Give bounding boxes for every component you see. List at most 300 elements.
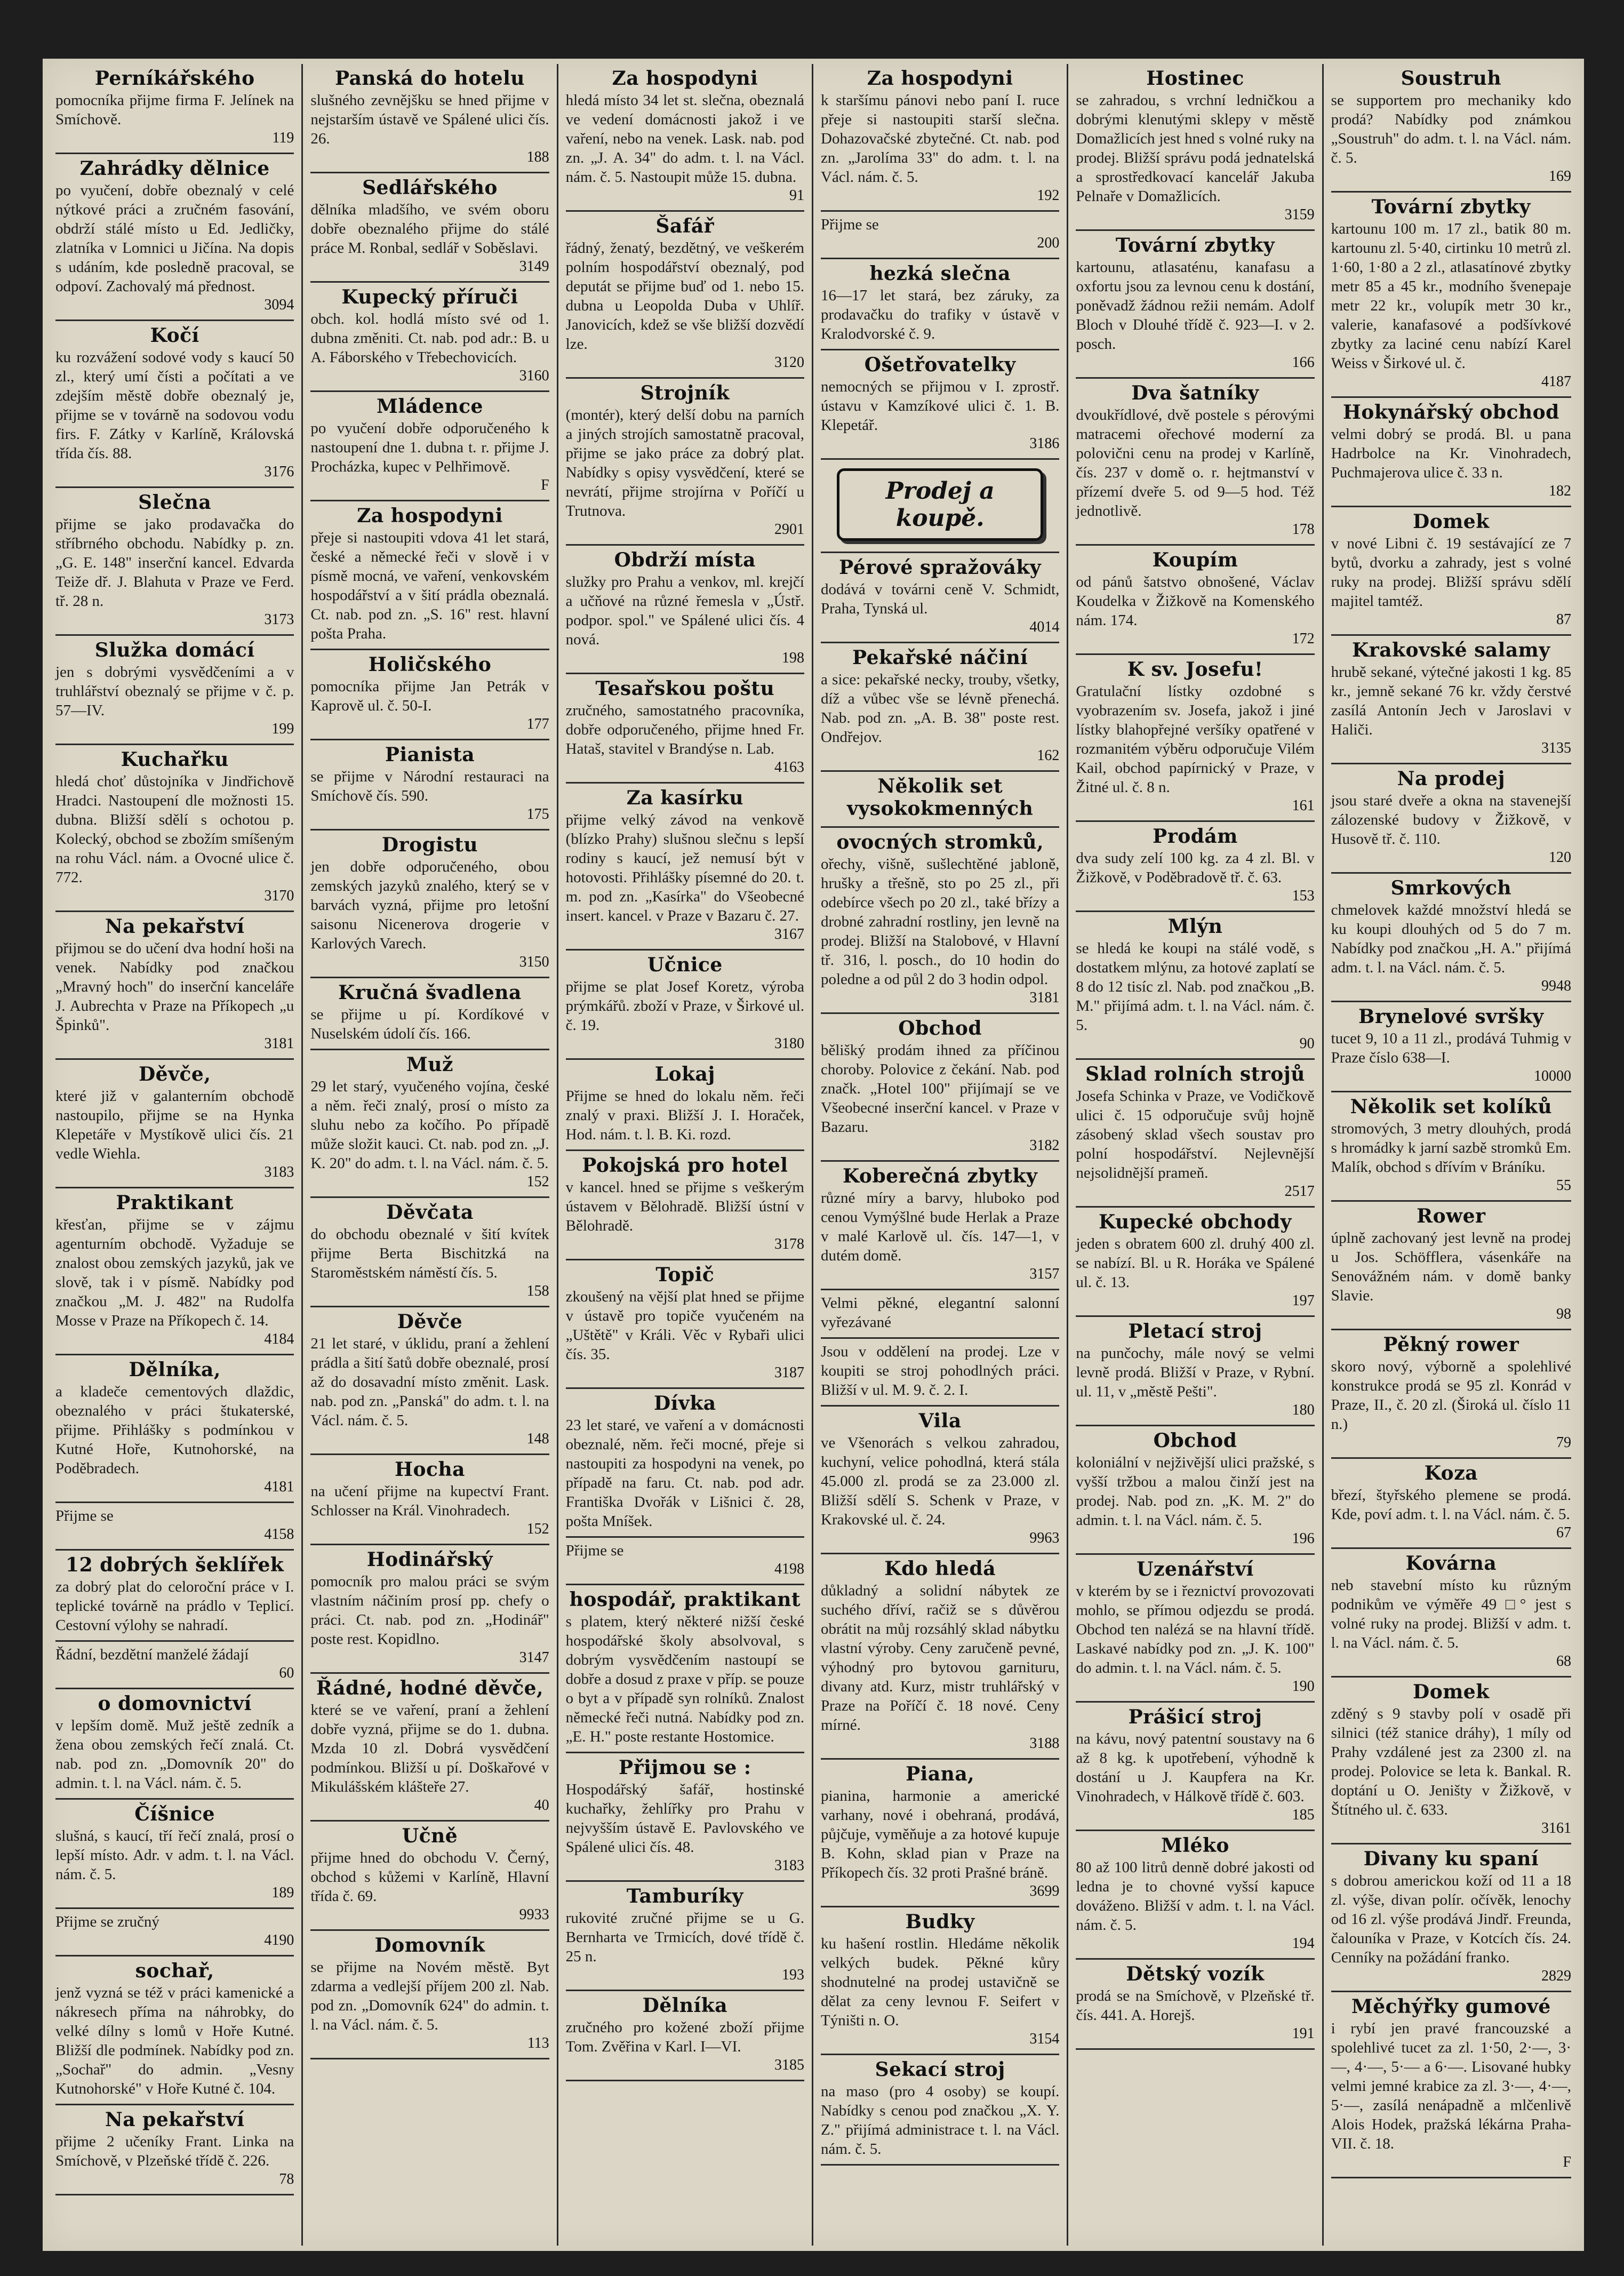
ad-heading: Sklad rolních strojů <box>1085 1063 1305 1085</box>
classified-ad <box>1331 1992 1571 2178</box>
ad-number: 87 <box>1556 611 1571 628</box>
ad-heading: Kručná švadlena <box>338 981 522 1004</box>
ad-body: hledá místo 34 let st. slečna, obeznalá ve vedení domácnosti jakož i ve vaření, nebo na venek. Lask. nab. pod zn. „J. A. 34" do adm. t. l. na Václ. nám. č. 5. Nastoupit může 15. dubna. <box>565 92 804 186</box>
ad-body: pomocníka přijme Jan Petrák v Kaprově ul. č. 50-I. <box>310 678 549 714</box>
classified-ad <box>310 392 549 501</box>
classified-ad <box>55 1800 294 1909</box>
ad-heading: Kupecké obchody <box>1099 1211 1292 1233</box>
classified-ad <box>1331 64 1571 193</box>
ad-number: 194 <box>1292 1935 1315 1952</box>
ad-body: obch. kol. hodlá místo své od 1. dubna změniti. Ct. nab. pod adr.: B. u A. Fáborského v Třebechovicích. <box>310 310 549 366</box>
ad-number: 3170 <box>264 888 294 904</box>
ad-number: 198 <box>782 650 804 666</box>
ad-body: Jsou v oddělení na prodej. Lze v koupiti se stroj pohodlných práci. Bližší v ul. M. 9. č. 2. I. <box>821 1343 1060 1399</box>
ad-heading: Tesařskou poštu <box>595 677 775 700</box>
ad-number: 3094 <box>264 297 294 313</box>
ad-number: 40 <box>534 1797 549 1814</box>
ad-body: jsou staré dveře a okna na stavenejší zálozenské budovy v Žižkově, v Husově tř. č. 110. <box>1331 792 1571 848</box>
ad-number: 166 <box>1292 354 1315 371</box>
classified-ad <box>55 1503 294 1551</box>
ad-heading: Obchod <box>1153 1430 1237 1452</box>
ad-body: 80 až 100 litrů denně dobré jakosti od ledna je to chovné vyšsí kapuce dováženo. Bližší v adm. t. l. na Václ. nám. č. 5. <box>1076 1859 1315 1934</box>
ad-number: 199 <box>271 721 294 737</box>
ad-heading: Kdo hledá <box>884 1558 996 1580</box>
ad-heading: Dětský vozík <box>1126 1963 1265 1985</box>
ad-heading: Smrkových <box>1390 877 1512 899</box>
classified-ad <box>55 488 294 636</box>
ad-number: 152 <box>526 1521 549 1537</box>
classified-ad <box>55 636 294 745</box>
ad-number: 4158 <box>264 1526 294 1543</box>
classified-ad <box>1076 379 1314 546</box>
ad-body: se přijme na Novém městě. Byt zdarma a vedlejší příjem 200 zl. Nab. pod zn. „Domovník 624" do admin. t. l. na Václ. nám. č. 5. <box>310 1959 549 2033</box>
ad-heading: Topič <box>655 1264 715 1286</box>
classified-ad <box>310 830 549 978</box>
ad-body: prodá se na Smíchově, v Plzeňské tř. čís. 441. A. Horejš. <box>1076 1987 1315 2024</box>
ad-body: 16—17 let stará, bez záruky, za prodavačku do trafiky v ústavě v Kralodvorské č. 9. <box>821 287 1060 342</box>
ad-body: 23 let staré, ve vaření a v domácnosti obeznalé, něm. řeči mocné, přeje si nastoupiti za hospodyni na venek, po případě na faru. Ct. nab. pod adr. Františka Dvořák v Lišnici č. 28, pošta Mníšek. <box>565 1417 804 1530</box>
classified-ad <box>310 1931 549 2059</box>
classified-ad <box>1076 912 1314 1060</box>
classified-ad <box>1076 1317 1314 1426</box>
ad-number: 192 <box>1037 187 1060 204</box>
ad-heading: Praktikant <box>116 1192 234 1214</box>
ad-body: velmi dobrý se prodá. Bl. u pana Hadrbolce na Kr. Vinohradech, Puchmajerova ulice č. 33 n. <box>1331 426 1571 481</box>
ad-number: 3180 <box>774 1035 804 1052</box>
ad-number: 152 <box>526 1173 549 1190</box>
ad-body: nemocných se přijmou v I. zprostř. ústavu v Kamzíkové ulici č. 1. B. Klepetář. <box>821 378 1060 434</box>
classified-ad <box>310 1455 549 1545</box>
ad-heading: Na prodej <box>1397 768 1506 790</box>
classified-ad <box>821 350 1059 460</box>
ad-column-5 <box>1068 64 1323 2246</box>
ad-body: po vyučení dobře odporučeného k nastoupení dne 1. dubna t. r. přijme J. Procházka, kupec v Pelhřimově. <box>310 420 549 475</box>
classified-ad <box>566 784 804 951</box>
ad-number: 3147 <box>519 1649 549 1666</box>
ad-number: 55 <box>1556 1177 1571 1194</box>
ad-body: Přijme se <box>565 1542 624 1559</box>
ad-heading: Uzenářství <box>1137 1558 1254 1580</box>
ad-body: zděný s 9 stavby polí v osadě při silnici (též stanice dráhy), 1 míly od Prahy vzdálené jest za 2300 zl. na prodej. Polovice se leta k. Bankal. R. doptání u O. Jeništy v Žižkově, v Štítného ul. č. 633. <box>1331 1705 1571 1818</box>
ad-number: 197 <box>1292 1292 1315 1309</box>
classified-ad <box>566 1060 804 1151</box>
ad-heading: Řádné, hodné děvče, <box>316 1677 544 1699</box>
classified-ad <box>55 1188 294 1355</box>
ad-body: do obchodu obeznalé v šití kvítek přijme Berta Bischitzká na Staroměstském náměstí čís. 5. <box>310 1226 549 1281</box>
ad-body: k staršímu pánovi nebo paní I. ruce přeje si nastoupiti starší slečna. Dohazovačské zbytečné. Ct. nab. pod zn. „Jarolíma 33" do adm. t. l. na Václ. nám. č. 5. <box>821 92 1060 186</box>
classified-ad <box>55 1956 294 2105</box>
ad-body: od pánů šatstvo obnošené, Václav Koudelka v Žižkově na Komenského nám. 174. <box>1076 573 1315 629</box>
ad-body: jen s dobrými vysvědčeními a v truhlářství obeznalý se přijme v č. p. 57—IV. <box>55 664 294 719</box>
ad-body: hrubě sekané, výtečné jakosti 1 kg. 85 kr., jemně sekané 76 kr. vždy čerstvé zasílá Antonín Jech v Jaroslavi v Haliči. <box>1331 664 1571 738</box>
ad-heading: sochař, <box>135 1960 214 1982</box>
ad-number: 3150 <box>519 954 549 970</box>
classified-ad <box>1076 231 1314 379</box>
ad-number: 188 <box>526 149 549 165</box>
ad-number: 180 <box>1292 1402 1315 1418</box>
ad-number: 3186 <box>1029 435 1060 452</box>
ad-body: neb stavební místo ku různým podnikům ve výměře 49 □° jest s volné ruky na prodej. Bližší v adm. t. l. na Václ. nám. č. 5. <box>1331 1577 1571 1651</box>
ad-number: 78 <box>279 2171 294 2187</box>
ad-number: 158 <box>526 1283 549 1299</box>
ad-heading: Děvčata <box>386 1201 474 1224</box>
classified-ad <box>1331 1549 1571 1678</box>
ad-heading: Pěkný rower <box>1383 1333 1519 1356</box>
ad-body: se přijme u pí. Kordíkové v Nuselském údolí čís. 166. <box>310 1006 549 1042</box>
classified-ad <box>566 64 804 212</box>
ad-body: s platem, který některé nižší české hospodářské školy absolvoval, s dobrým vysvědčením nastoupí se dobře a dosud z praxe v příp. se pouze o byt a v případě syn rolníků. Znalost německé řeči nutná. Nabídky pod zn. „E. H." poste restante Hostomice. <box>565 1613 804 1745</box>
classified-ad <box>821 1760 1059 1907</box>
classified-ad <box>566 1991 804 2081</box>
ad-number: 3182 <box>1029 1137 1060 1154</box>
classified-ad <box>310 173 549 283</box>
classified-ad <box>55 745 294 912</box>
ad-heading: Měchýřky gumové <box>1351 1995 1551 2018</box>
ad-body: koloniální v nejživější ulici pražské, s vyšší tržbou a malou činží jest na prodej. Nab. pod zn. „K. M. 2" do admin. t. l. na Václ. nám. č. 5. <box>1076 1454 1315 1529</box>
ad-number: 60 <box>279 1665 294 1681</box>
ad-number: 3173 <box>264 611 294 628</box>
classified-ad <box>1076 1960 1314 2050</box>
ad-number: 3183 <box>264 1164 294 1180</box>
ad-number: 3167 <box>774 926 804 943</box>
classified-ad <box>55 1642 294 1689</box>
ad-number: 3699 <box>1029 1883 1060 1899</box>
ad-number: 79 <box>1556 1434 1571 1451</box>
ad-body: přijme hned do obchodu V. Černý, obchod s kůžemi v Karlíně, Hlavní třída č. 69. <box>310 1849 549 1905</box>
ad-heading: Několik set vysokokmenných <box>846 775 1034 820</box>
classified-ad <box>310 1822 549 1931</box>
ad-heading: Hodinářský <box>366 1548 493 1571</box>
ad-heading: Tovární zbytky <box>1115 234 1275 257</box>
classified-ad <box>55 1909 294 1956</box>
ad-body: služky pro Prahu a venkov, ml. krejčí a učňové na různé řemesla v „Ústř. podpor. spol." ve Spálené ulici čís. 4 nová. <box>565 573 804 648</box>
ad-heading: K sv. Josefu! <box>1127 658 1263 681</box>
ad-heading: Hokynářský obchod <box>1342 401 1559 424</box>
ad-heading: Drogistu <box>381 834 478 856</box>
ad-number: 3161 <box>1541 1820 1571 1836</box>
ad-heading: Panská do hotelu <box>335 67 525 90</box>
ad-number: 113 <box>527 2035 549 2051</box>
classified-ad <box>566 1882 804 1991</box>
ad-number: 3160 <box>519 368 549 384</box>
ad-body: důkladný a solidní nábytek ze suchého dříví, račiž se s důvěrou obrátit na můj rozsáhlý sklad nábytku vlastní výroby. Ceny zaručeně pevné, výhodný pro bytovou garnituru, divany atd. Kurz, mistr truhlářský v Praze na Poříčí č. 18 nové. Ceny mírné. <box>821 1582 1060 1734</box>
ad-number: 90 <box>1299 1035 1315 1052</box>
ad-heading: Pletací stroj <box>1128 1320 1262 1343</box>
ad-number: 3181 <box>1029 989 1060 1006</box>
classified-ad <box>821 1554 1059 1760</box>
classified-ad <box>55 1551 294 1642</box>
ad-heading: Dva šatníky <box>1131 382 1259 404</box>
classified-ad <box>821 1290 1059 1339</box>
classified-ad <box>1076 822 1314 912</box>
ad-body: na maso (pro 4 osoby) se koupí. Nabídky s cenou pod značkou „X. Y. Z." přijímá administrace t. l. na Václ. nám. č. 5. <box>821 2083 1060 2158</box>
classified-ad <box>310 1198 549 1307</box>
ad-heading: Dělníka, <box>129 1359 221 1381</box>
ad-heading: Prodám <box>1153 825 1238 848</box>
classified-ad <box>566 1389 804 1538</box>
ad-heading: Učně <box>402 1825 458 1847</box>
classified-ad <box>566 1260 804 1389</box>
classified-ad <box>1331 1202 1571 1330</box>
ad-number: 3188 <box>1029 1735 1060 1752</box>
classified-ad <box>1331 874 1571 1002</box>
classified-ad <box>821 460 1059 553</box>
classified-ad <box>310 740 549 830</box>
classified-ad <box>821 1014 1059 1162</box>
ad-body: které již v galanterním obchodě nastoupilo, přijme se na Hynka Klepetáře v Mystíkově ulici čís. 21 vedle Wiehla. <box>55 1088 294 1162</box>
ad-heading: Mládence <box>377 395 483 418</box>
ad-body: jenž vyzná se též v práci kamenické a nákresech příma na náhrobky, do velké dílny s lomů v Hoře Kutné. Bližší dle podmínek. Nabídky pod zn. „Sochař" do admin. „Vesny Kutnohorské" v Hoře Kutné č. 104. <box>55 1984 294 2097</box>
ad-body: 29 let starý, vyučeného vojína, české a něm. řeči znalý, prosí o místo za sluhu nebo za kočího. Po případě může složit kauci. Ct. nab. pod zn. „J. K. 20" do adm. t. l. na Václ. nám. č. 5. <box>310 1078 549 1172</box>
ad-number: 3120 <box>774 354 804 371</box>
ad-body: Velmi pěkné, elegantní salonní vyřezávané <box>821 1295 1060 1331</box>
classified-ad <box>566 951 804 1060</box>
classified-ad <box>310 283 549 392</box>
ad-body: Přijme se zručný <box>55 1913 159 1930</box>
ad-heading: Mléko <box>1161 1834 1229 1857</box>
classified-ad <box>1331 764 1571 874</box>
ad-number: 185 <box>1292 1807 1315 1823</box>
ad-body: přeje si nastoupiti vdova 41 let stará, české a německé řeči v slově i v písmě mocná, ve vaření, venkovském hospodářství a v šití prádla obeznalá. Ct. nab. pod zn. „S. 16" rest. hlavní pošta Praha. <box>310 529 549 642</box>
ad-heading: Prášicí stroj <box>1128 1706 1262 1728</box>
ad-heading: Dělníka <box>642 1994 728 2017</box>
ad-number: 172 <box>1292 630 1315 647</box>
classified-ad <box>55 2105 294 2195</box>
ad-body: Přijme se hned do lokalu něm. řeči znalý v praxi. Bližší J. I. Horaček, Hod. nám. t. l. B. Ki. rozd. <box>565 1088 804 1143</box>
ad-number: F <box>1563 2154 1571 2170</box>
ad-number: 3157 <box>1029 1266 1060 1282</box>
ad-number: 2829 <box>1541 1968 1571 1984</box>
ad-heading: Rower <box>1417 1205 1486 1227</box>
ad-body: rukovité zručné přijme se u G. Bernharta ve Trmicích, dové třídě č. 25 n. <box>565 1910 804 1965</box>
classified-ad <box>566 1538 804 1585</box>
classified-ad <box>310 1307 549 1455</box>
ad-number: 9933 <box>519 1906 549 1923</box>
ad-number: 120 <box>1549 849 1571 866</box>
ad-heading: Číšnice <box>134 1803 215 1825</box>
ad-heading: Děvče, <box>138 1063 211 1085</box>
classified-ad <box>566 379 804 546</box>
ad-number: 68 <box>1556 1653 1571 1670</box>
ad-number: 169 <box>1549 168 1571 185</box>
classified-ad <box>1331 636 1571 764</box>
ad-body: kartounu 100 m. 17 zl., batik 80 m. kartounu zl. 5·40, cirtinku 10 metrů zl. 1·60, 1·80 a 2 zl., atlasatínové zbytky metr 85 a 45 kr., modního švenepaje metr 22 kr., volupík metr 30 kr., valerie, kanafasové a podšívkové zbytky za laciné cenu nabízí Karel Weiss v Širkové ul. č. <box>1331 220 1571 372</box>
ad-body: hledá choť důstojníka v Jindřichově Hradci. Nastoupení dle možnosti 15. dubna. Bližší sdělí s ochotou p. Kolecký, obchod se zbožím smíšeným na rohu Václ. nám. a Ovocné ulice č. 772. <box>55 773 294 886</box>
ad-body: pianina, harmonie a americké varhany, nové i obehraná, prodává, půjčuje, vyměňuje a za hotové kupuje B. Kohn, sklad pian v Praze na Příkopech čís. 32 proti Prašné bráně. <box>821 1787 1060 1881</box>
ad-body: přijme 2 učeníky Frant. Linka na Smíchově, v Plzeňské třídě č. 226. <box>55 2133 294 2169</box>
ad-heading: Za hospodyni <box>612 67 758 90</box>
ad-body: Josefa Schinka v Praze, ve Vodičkově ulici č. 15 odporučuje svůj hojně zásobený sklad všech soustav pro polní hospodářství. Nejlevnější nejsolidnější prameň. <box>1076 1088 1315 1181</box>
classified-ad <box>821 64 1059 212</box>
ad-number: 4187 <box>1541 373 1571 390</box>
ad-heading: Strojník <box>640 382 730 404</box>
ad-heading: Divany ku spaní <box>1363 1848 1539 1870</box>
classified-ad <box>1331 398 1571 507</box>
ad-body: v nové Libni č. 19 sestávající ze 7 bytů, dvorku a zahrady, jest s volné ruky na prodej. Bližší správu sdělí majitel tamtéž. <box>1331 535 1571 610</box>
classified-ad <box>1076 655 1314 822</box>
ad-body: se zahradou, s vrchní ledničkou a dobrými klenutými sklepy v městě Domažlicích jest hned s volné ruky na prodej. Bližší správu podá jednatelská a sprostředkovací kancelář Jakuba Pelnaře v Domažlicích. <box>1076 92 1315 205</box>
classified-ad <box>310 1050 549 1198</box>
ad-heading: Holičského <box>368 653 492 676</box>
section-banner: Prodej a koupě. <box>837 468 1043 541</box>
classified-ad <box>310 1674 549 1822</box>
classified-ad <box>1331 1092 1571 1202</box>
ad-number: 4198 <box>774 1561 804 1577</box>
ad-heading: Ošetřovatelky <box>864 354 1016 376</box>
classified-ad <box>566 1151 804 1260</box>
ad-heading: Kočí <box>150 324 199 347</box>
ad-heading: Za hospodyni <box>357 505 503 527</box>
ad-number: 2901 <box>774 521 804 538</box>
ad-number: 3183 <box>774 1857 804 1874</box>
ad-body: v kancel. hned se přijme s veškerým ústavem v Bělohradě. Bližší ústní v Bělohradě. <box>565 1179 804 1234</box>
ad-heading: Sedlářského <box>362 177 498 199</box>
ad-number: 178 <box>1292 521 1315 538</box>
ad-body: 21 let staré, v úklidu, praní a žehlení prádla a šití šatů dobře obeznalé, prosí až do dosavadní místo změnit. Lask. nab. pod zn. „Panská" do adm. t. l. na Václ. nám. č. 5. <box>310 1335 549 1429</box>
classified-ad <box>821 828 1059 1014</box>
ad-heading: Obchod <box>898 1017 982 1040</box>
ad-heading: Pokojská pro hotel <box>582 1154 788 1177</box>
ad-heading: hospodář, praktikant <box>569 1588 801 1611</box>
ad-number: 189 <box>271 1884 294 1901</box>
ad-heading: Služka domácí <box>94 639 255 661</box>
ad-body: křesťan, přijme se v zájmu agenturním obchodě. Vyžaduje se znalost obou zemských jazyků, jak ve slově, tak i v písmě. Nabídky pod značkou „M. J. 482" na Rudolfa Mosse v Praze na Příkopech č. 14. <box>55 1216 294 1329</box>
ad-heading: Na pekařství <box>105 915 245 938</box>
classified-ad <box>1076 546 1314 655</box>
ad-number: 161 <box>1292 797 1315 814</box>
ad-heading: Perníkářského <box>94 67 255 90</box>
ad-body: Přijme se <box>821 216 879 233</box>
ad-number: F <box>541 477 549 493</box>
ad-heading: Lokaj <box>654 1063 715 1085</box>
ad-body: dělníka mladšího, ve svém oboru dobře obeznalého přijme do stálé práce M. Ronbal, sedlář v Soběslavi. <box>310 201 549 257</box>
ad-heading: Hocha <box>395 1458 465 1481</box>
ad-number: 9948 <box>1541 978 1571 994</box>
ad-number: 98 <box>1556 1306 1571 1322</box>
ad-heading: hezká slečna <box>869 262 1011 285</box>
ad-number: 4014 <box>1029 619 1060 635</box>
classified-ad <box>821 1162 1059 1290</box>
ad-number: 3135 <box>1541 740 1571 756</box>
classified-ad <box>566 212 804 379</box>
ad-number: 3185 <box>774 2057 804 2073</box>
ad-heading: o domovnictví <box>98 1692 252 1715</box>
ad-number: 10000 <box>1534 1068 1571 1084</box>
ad-body: Gratulační lístky ozdobné s vyobrazením sv. Josefa, jakož i jiné lístky blahopřejné veršíky opatřené v rozmanitém výběru odporučuje Vilém Kail, obchod papírnický v Praze, v Žitné ul. č. 8 n. <box>1076 683 1315 796</box>
ad-number: 4163 <box>774 759 804 776</box>
ad-number: 162 <box>1037 747 1060 764</box>
ad-heading: Na pekařství <box>105 2109 245 2131</box>
ad-body: přijme se jako prodavačka do stříbrného obchodu. Nabídky p. zn. „G. E. 148" inserční kancel. Edvarda Teiže dř. J. Blahuta v Praze ve Ferd. tř. 28 n. <box>55 516 294 610</box>
classified-columns <box>48 64 1579 2246</box>
classified-ad <box>55 1060 294 1188</box>
classified-ad <box>310 1545 549 1674</box>
ad-number: 148 <box>526 1431 549 1447</box>
classified-ad <box>55 1689 294 1800</box>
ad-heading: Slečna <box>138 491 212 514</box>
ad-number: 3181 <box>264 1035 294 1052</box>
ad-body: pomocník pro malou práci se svým vlastním náčiním prosí pp. chefy o práci. Ct. nab. pod zn. „Hodinář" poste rest. Kopidlno. <box>310 1573 549 1648</box>
ad-heading: Domek <box>1412 1681 1490 1703</box>
ad-body: jeden s obratem 600 zl. druhý 400 zl. se nabízí. Bl. u R. Horáka ve Spálené ul. č. 13. <box>1076 1235 1315 1291</box>
classified-ad <box>566 1585 804 1753</box>
ad-heading: Domovník <box>374 1934 485 1956</box>
ad-number: 3154 <box>1029 2031 1060 2047</box>
classified-ad <box>821 212 1059 259</box>
classified-ad <box>566 546 804 674</box>
ad-number: 4190 <box>264 1932 294 1948</box>
ad-body: ořechy, višně, sušlechtěné jabloně, hrušky a třešně, sto po 25 zl., při odebírce všech po 20 zl., také břízy a drobné zahradní rostliny, jen levně na prodej. Bližší na Stalobové, v Hlavní tř. 316, l. posch., do 10 hodin do poledne a od půl 2 do 3 hodin odpol. <box>821 856 1060 988</box>
ad-number: 177 <box>526 716 549 732</box>
ad-number: 200 <box>1037 235 1060 251</box>
ad-body: březí, štyřského plemene se prodá. Kde, poví adm. t. l. na Václ. nám. č. 5. <box>1331 1487 1571 1523</box>
classified-ad <box>55 321 294 488</box>
ad-body: stromových, 3 metry dlouhých, prodá s hromádky k jarní sazbě stromků Em. Malík, obchod s dřívím v Bráníku. <box>1331 1120 1571 1176</box>
ad-heading: Učnice <box>647 954 723 976</box>
ad-body: na učení přijme na kupectví Frant. Schlosser na Král. Vinohradech. <box>310 1483 549 1519</box>
ad-heading: ovocných stromků, <box>836 831 1044 853</box>
ad-body: dvoukřídlové, dvě postele s pérovými matracemi ořechové moderní za polovični cenu na prodej v Karlíně, čís. 237 v domě o. r. hejtmanství v přízemí dveře 5. od 9—5 hod. Též jednotlivě. <box>1076 406 1315 520</box>
ad-body: se hledá ke koupi na stálé vodě, s dostatkem mlýnu, za hotové zaplatí se 8 do 12 tisíc zl. Nab. pod značkou „B. M." přijímá adm. t. l. na Václ. nám. č. 5. <box>1076 940 1315 1034</box>
ad-heading: Dívka <box>654 1392 716 1415</box>
ad-body: tucet 9, 10 a 11 zl., prodává Tuhmig v Praze číslo 638—I. <box>1331 1030 1571 1066</box>
classified-ad <box>1331 1678 1571 1844</box>
ad-number: 182 <box>1549 483 1571 499</box>
ad-body: a sice: pekařské necky, trouby, všetky, díž a vůbec vše se lévně přenechá. Nab. pod zn. „A. B. 38" poste rest. Ondřejov. <box>821 671 1060 746</box>
ad-body: přijme velký závod na venkově (blízko Prahy) slušnou slečnu s lepší rodiny s kaucí, jež nemusí být v hotovosti. Přihlášky písemné do 20. t. m. pod zn. „Kasírka" do Všeobecné insert. kancel. v Praze v Bazaru č. 27. <box>565 811 804 924</box>
classified-ad <box>1331 1330 1571 1459</box>
ad-body: zručného, samostatného pracovníka, dobře odporučeného, přijme hned Fr. Hataš, stavitel v Brandýse n. Lab. <box>565 702 804 757</box>
ad-body: Přijme se <box>55 1507 114 1524</box>
ad-number: 91 <box>789 187 804 204</box>
classified-ad <box>1331 1844 1571 1992</box>
ad-number: 190 <box>1292 1678 1315 1695</box>
ad-number: 119 <box>272 130 294 146</box>
ad-body: dva sudy zelí 100 kg. za 4 zl. Bl. v Žižkově, v Poděbradově tř. č. 63. <box>1076 850 1315 886</box>
ad-heading: Sekací stroj <box>875 2058 1005 2081</box>
ad-column-1 <box>48 64 303 2246</box>
ad-heading: Několik set kolíků <box>1350 1096 1552 1118</box>
ad-heading: Přijmou se : <box>619 1756 751 1779</box>
ad-body: pomocníka přijme firma F. Jelínek na Smíchově. <box>55 92 294 128</box>
ad-body: na punčochy, mále nový se velmi levně prodá. Bližší v Praze, v Rybní. ul. 11, v „městě Pešti". <box>1076 1345 1315 1400</box>
ad-body: úplně zachovaný jest levně na prodej u Jos. Schöfflera, vásenkáře na Senovážném nám. v domě banky Slavie. <box>1331 1229 1571 1304</box>
newspaper-page <box>43 59 1584 2251</box>
ad-heading: Muž <box>406 1053 453 1076</box>
ad-heading: Obdrží místa <box>614 549 756 571</box>
ad-number: 3187 <box>774 1364 804 1381</box>
ad-column-2 <box>303 64 558 2246</box>
ad-body: různé míry a barvy, hluboko pod cenou Vymýšlné bude Herlak a Praze v malé Karlově ul. čís. 147—1, v dutém domě. <box>821 1189 1060 1264</box>
ad-heading: Budky <box>905 1911 975 1933</box>
ad-number: 175 <box>526 806 549 822</box>
ad-heading: Pekařské náčiní <box>852 646 1028 669</box>
ad-heading: Pérové spražováky <box>839 556 1042 579</box>
classified-ad <box>1331 1002 1571 1092</box>
ad-heading: Tovární zbytky <box>1371 196 1531 218</box>
ad-heading: Zahrádky dělnice <box>79 157 270 180</box>
ad-number: 3178 <box>774 1236 804 1252</box>
classified-ad <box>1331 1459 1571 1549</box>
classified-ad <box>1076 1703 1314 1831</box>
ad-number: 153 <box>1292 888 1315 904</box>
ad-heading: Děvče <box>397 1311 463 1333</box>
ad-body: za dobrý plat do celoroční práce v I. teplické továrně na prádlo v Teplicí. Cestovní výlohy se nahradí. <box>55 1578 294 1634</box>
ad-body: Hospodářský šafář, hostinské kuchařky, žehlířky pro Prahu v nejvyšším ústavě E. Pavlovského ve Spálené ulici čís. 48. <box>565 1781 804 1856</box>
ad-body: chmelovek každé množství hledá se ku koupi dlouhých od 5 do 7 m. Nabídky pod značkou „H. A." přijímá adm. t. l. na Václ. nám. č. 5. <box>1331 901 1571 976</box>
classified-ad <box>1076 1831 1314 1960</box>
ad-number: 2517 <box>1284 1183 1315 1200</box>
